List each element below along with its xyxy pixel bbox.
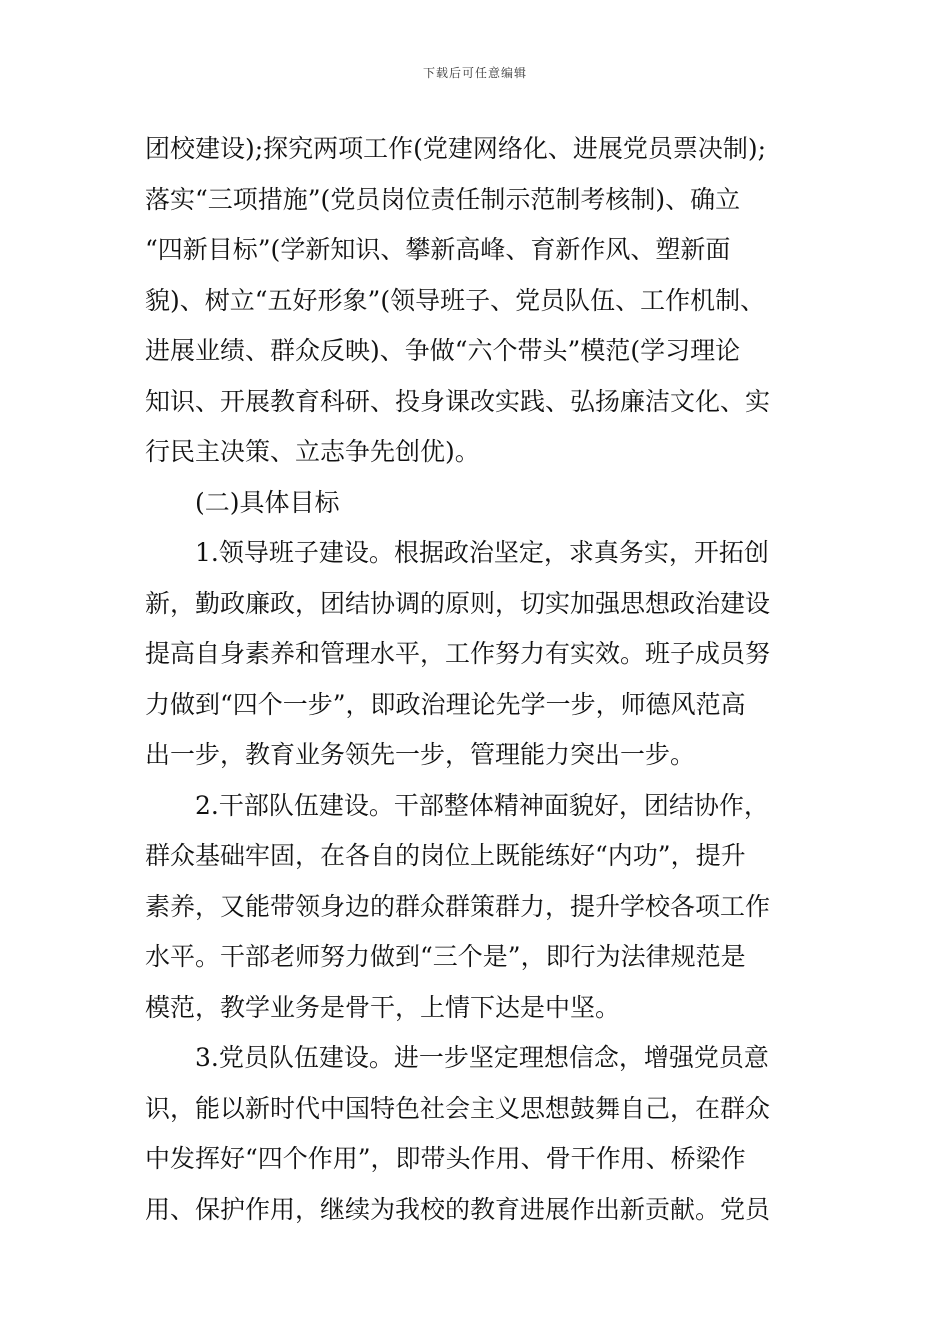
text-line: 出一步，教育业务领先一步，管理能力突出一步。 bbox=[145, 740, 696, 769]
text-line: 群众基础牢固，在各自的岗位上既能练好“内功”，提升 bbox=[145, 841, 746, 870]
text-line: 水平。干部老师努力做到“三个是”，即行为法律规范是 bbox=[145, 942, 746, 971]
text-line: 力做到“四个一步”，即政治理论先学一步，师德风范高 bbox=[145, 689, 746, 719]
text-line: “四新目标”(学新知识、攀新高峰、育新作风、塑新面 bbox=[145, 235, 731, 264]
paragraph-start-line: 2.干部队伍建设。干部整体精神面貌好，团结协作， bbox=[195, 790, 769, 820]
text-line: 识，能以新时代中国特色社会主义思想鼓舞自己，在群众 bbox=[145, 1093, 771, 1123]
paragraph-start-line: 1.领导班子建设。根据政治坚定，求真务实，开拓创 bbox=[195, 538, 769, 567]
text-line: 行民主决策、立志争先创优)。 bbox=[145, 437, 480, 466]
text-line: 中发挥好“四个作用”，即带头作用、骨干作用、桥梁作 bbox=[145, 1144, 746, 1173]
text-line: 新，勤政廉政，团结协调的原则，切实加强思想政治建设 bbox=[145, 588, 771, 618]
text-line: 知识、开展教育科研、投身课改实践、弘扬廉洁文化、实 bbox=[145, 386, 771, 416]
text-line: 模范，教学业务是骨干，上情下达是中坚。 bbox=[145, 992, 621, 1022]
text-line: 貌)、树立“五好形象”(领导班子、党员队伍、工作机制、 bbox=[145, 285, 766, 315]
page-header: 下载后可任意编辑 bbox=[422, 66, 527, 80]
text-line: 落实“三项措施”(党员岗位责任制示范制考核制)、确立 bbox=[145, 184, 741, 214]
text-line: 团校建设);探究两项工作(党建网络化、进展党员票决制); bbox=[145, 134, 767, 163]
paragraph-start-line: 3.党员队伍建设。进一步坚定理想信念，增强党员意 bbox=[195, 1043, 769, 1072]
text-line: 用、保护作用，继续为我校的教育进展作出新贡献。党员 bbox=[145, 1194, 771, 1224]
document-body bbox=[145, 124, 810, 1235]
section-heading: (二)具体目标 bbox=[195, 487, 340, 517]
text-line: 提高自身素养和管理水平，工作努力有实效。班子成员努 bbox=[145, 639, 771, 668]
text-line: 进展业绩、群众反映)、争做“六个带头”模范(学习理论 bbox=[145, 336, 741, 365]
text-line: 素养，又能带领身边的群众群策群力，提升学校各项工作 bbox=[145, 891, 771, 921]
